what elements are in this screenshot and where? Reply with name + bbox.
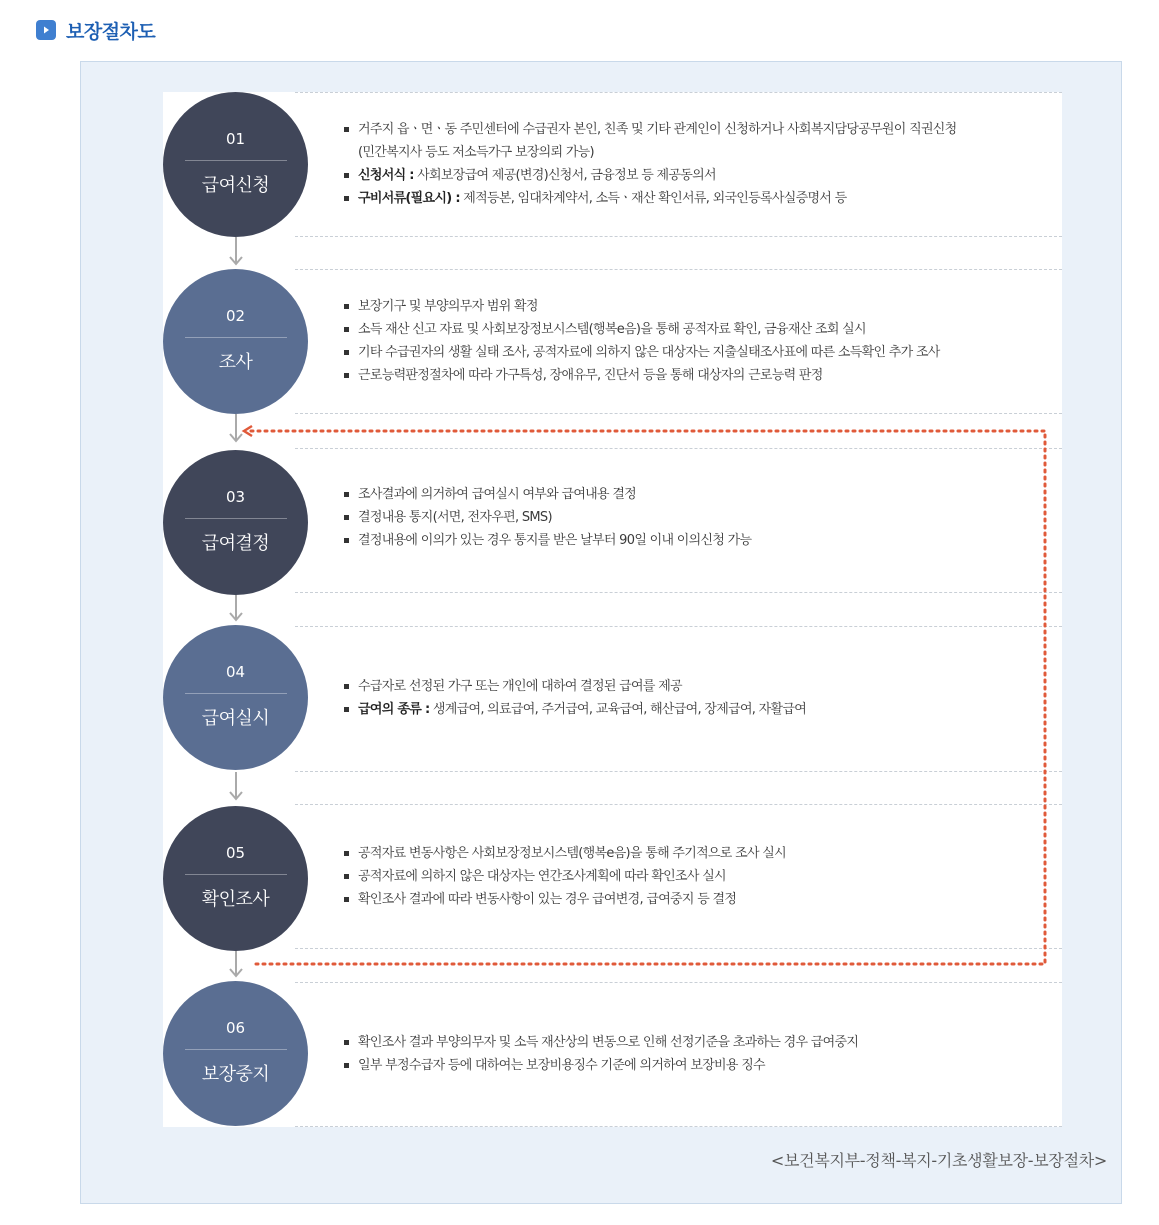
- heading-title: 보장절차도: [66, 20, 156, 43]
- step-circle-06: [163, 981, 308, 1126]
- step-divider: [185, 518, 287, 519]
- step-circle-03: [163, 450, 308, 595]
- step-divider: [185, 337, 287, 338]
- step-name: 확인조사: [201, 889, 270, 910]
- list-item-continued: (민간복지사 등도 저소득가구 보장의뢰 가능): [358, 145, 594, 160]
- step-06-details: [342, 1031, 858, 1077]
- step-01-details: [342, 118, 957, 210]
- list-item: 거주지 읍ㆍ면ㆍ동 주민센터에 수급권자 본인, 친족 및 기타 관계인이 신청하거나 사회복지담당공무원이 직권신청: [342, 118, 957, 141]
- list-item: 결정내용 통지(서면, 전자우편, SMS): [342, 506, 751, 529]
- step-name: 급여실시: [201, 708, 270, 729]
- list-item: 결정내용에 이의가 있는 경우 통지를 받은 날부터 90일 이내 이의신청 가능: [342, 529, 751, 552]
- arrow-down-icon: [229, 593, 243, 623]
- step-circle-01: [163, 92, 308, 237]
- step-circle-02: [163, 269, 308, 414]
- source-caption: <보건복지부-정책-복지-기초생활보장-보장절차>: [770, 1151, 1107, 1170]
- step-divider: [185, 693, 287, 694]
- step-number: 06: [225, 1019, 246, 1037]
- step-name: 급여신청: [201, 175, 270, 196]
- step-number: 04: [225, 663, 246, 681]
- step-divider: [185, 160, 287, 161]
- arrow-down-icon: [229, 949, 243, 979]
- list-item: 수급자로 선정된 가구 또는 개인에 대하여 결정된 급여를 제공: [342, 675, 806, 698]
- list-item: 급여의 종류 : 생계급여, 의료급여, 주거급여, 교육급여, 해산급여, 장제급여, 자활급여: [342, 698, 806, 721]
- step-divider: [185, 1049, 287, 1050]
- arrow-down-icon: [229, 237, 243, 267]
- list-item: 근로능력판정절차에 따라 가구특성, 장애유무, 진단서 등을 통해 대상자의 근로능력 판정: [342, 364, 940, 387]
- step-number: 01: [225, 130, 246, 148]
- step-circle-05: [163, 806, 308, 951]
- list-item: 신청서식 : 사회보장급여 제공(변경)신청서, 금융정보 등 제공동의서: [342, 164, 957, 187]
- list-item: 확인조사 결과 부양의무자 및 소득 재산상의 변동으로 인해 선정기준을 초과하는 경우 급여중지: [342, 1031, 858, 1054]
- list-item: 확인조사 결과에 따라 변동사항이 있는 경우 급여변경, 급여중지 등 결정: [342, 888, 786, 911]
- step-04-details: [342, 675, 806, 721]
- arrow-down-icon: [229, 414, 243, 444]
- step-02-details: [342, 295, 940, 387]
- arrow-down-icon: [229, 772, 243, 802]
- list-item: 기타 수급권자의 생활 실태 조사, 공적자료에 의하지 않은 대상자는 지출실태조사표에 따른 소득확인 추가 조사: [342, 341, 940, 364]
- list-item: 소득 재산 신고 자료 및 사회보장정보시스템(행복e음)을 통해 공적자료 확인, 금융재산 조회 실시: [342, 318, 940, 341]
- step-number: 05: [225, 844, 246, 862]
- step-divider: [185, 874, 287, 875]
- step-name: 조사: [218, 352, 253, 373]
- list-item: 공적자료 변동사항은 사회보장정보시스템(행복e음)을 통해 주기적으로 조사 실시: [342, 842, 786, 865]
- step-05-details: [342, 842, 786, 911]
- step-number: 03: [225, 488, 246, 506]
- list-item: 일부 부정수급자 등에 대하여는 보장비용징수 기준에 의거하여 보장비용 징수: [342, 1054, 858, 1077]
- list-item: 보장기구 및 부양의무자 범위 확정: [342, 295, 940, 318]
- list-item: 조사결과에 의거하여 급여실시 여부와 급여내용 결정: [342, 483, 751, 506]
- step-name: 급여결정: [201, 533, 270, 554]
- step-03-details: [342, 483, 751, 552]
- step-number: 02: [225, 307, 246, 325]
- list-item: 구비서류(필요시) : 제적등본, 임대차계약서, 소득ㆍ재산 확인서류, 외국인등록사실증명서 등: [342, 187, 957, 210]
- step-circle-04: [163, 625, 308, 770]
- list-item: 공적자료에 의하지 않은 대상자는 연간조사계획에 따라 확인조사 실시: [342, 865, 786, 888]
- step-name: 보장중지: [201, 1064, 270, 1085]
